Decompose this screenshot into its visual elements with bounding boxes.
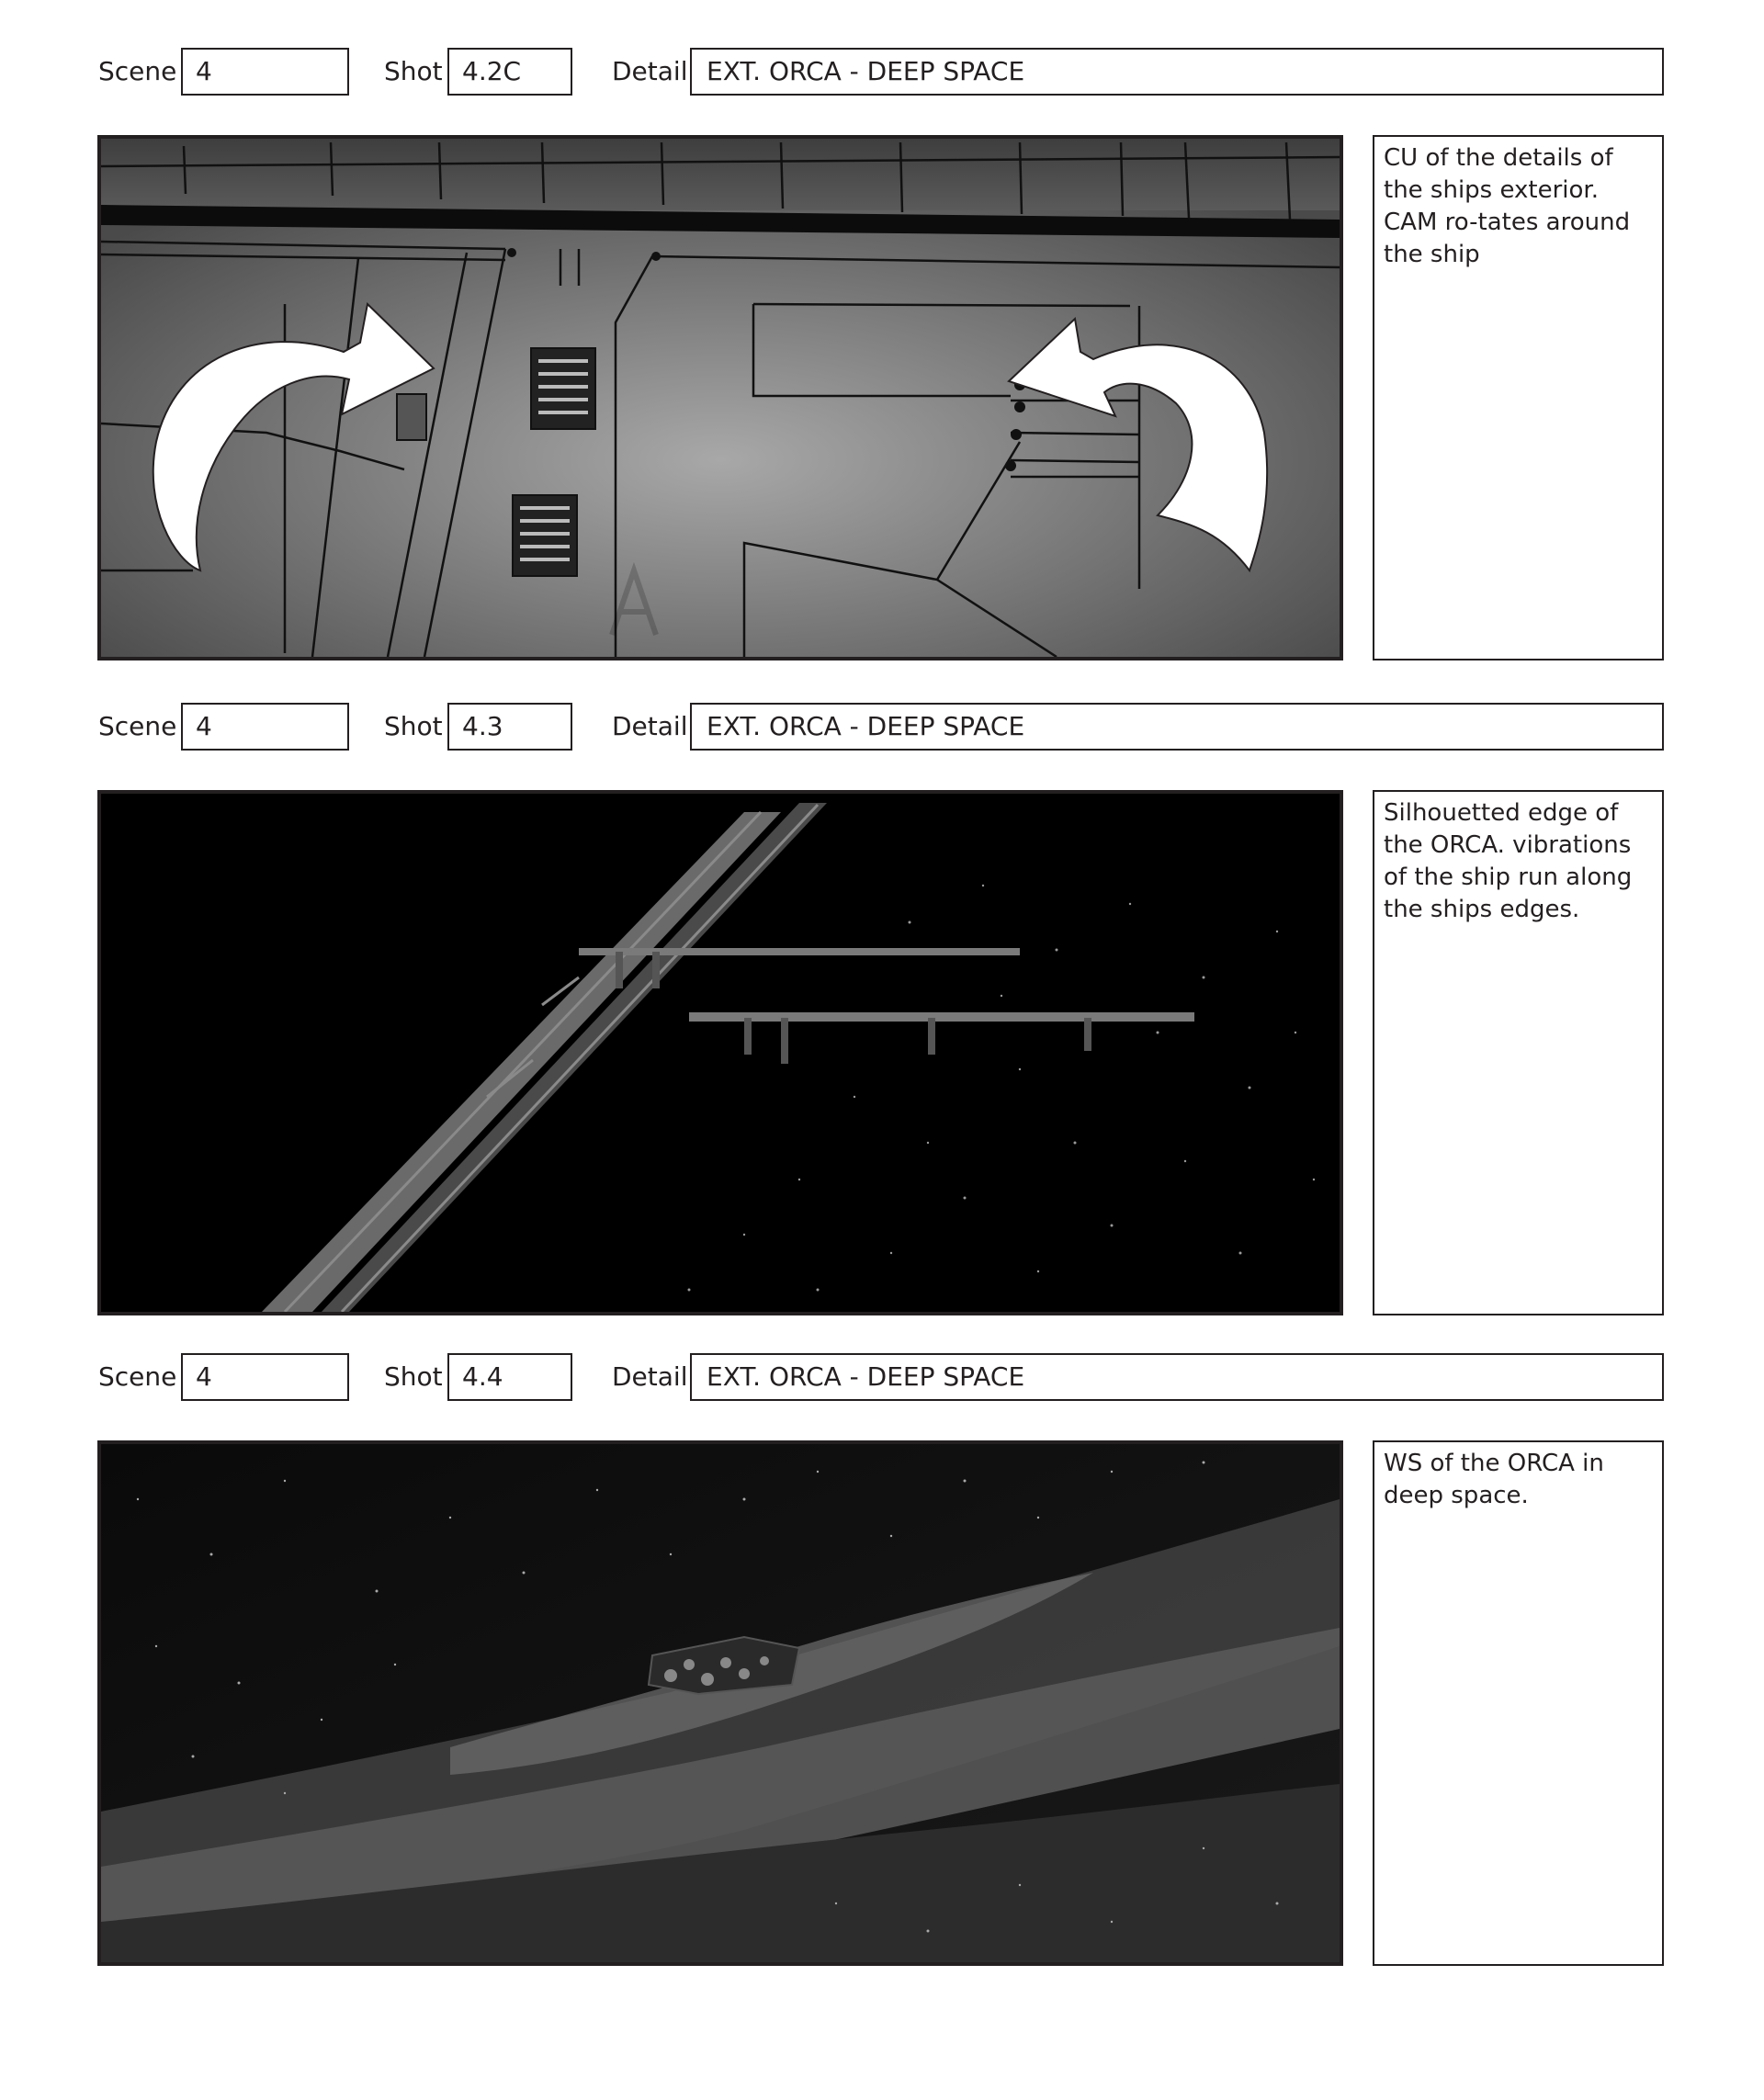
scene-field[interactable]: 4	[181, 48, 349, 96]
shot-field[interactable]: 4.4	[447, 1353, 572, 1401]
deep-space-sketch	[101, 1444, 1340, 1962]
scene-label: Scene	[98, 56, 177, 86]
detail-label: Detail	[612, 1361, 688, 1392]
detail-label: Detail	[612, 711, 688, 741]
shot-notes[interactable]: WS of the ORCA in deep space.	[1373, 1440, 1664, 1966]
shot-notes[interactable]: CU of the details of the ships exterior. CAM ro-tates around the ship	[1373, 135, 1664, 660]
scene-label: Scene	[98, 711, 177, 741]
detail-field[interactable]: EXT. ORCA - DEEP SPACE	[690, 703, 1664, 751]
storyboard-panel-1	[0, 48, 1764, 682]
ship-silhouette-sketch	[101, 794, 1340, 1312]
storyboard-panel-3	[0, 1353, 1764, 1987]
detail-field[interactable]: EXT. ORCA - DEEP SPACE	[690, 1353, 1664, 1401]
storyboard-panel-2	[0, 703, 1764, 1337]
storyboard-frame-ship-exterior-closeup	[97, 135, 1343, 660]
storyboard-frame-ship-wide-shot	[97, 1440, 1343, 1966]
scene-field[interactable]: 4	[181, 703, 349, 751]
detail-field[interactable]: EXT. ORCA - DEEP SPACE	[690, 48, 1664, 96]
scene-label: Scene	[98, 1361, 177, 1392]
shot-notes[interactable]: Silhouetted edge of the ORCA. vibrations of the ship run along the ships edges.	[1373, 790, 1664, 1315]
shot-field[interactable]: 4.2C	[447, 48, 572, 96]
ship-exterior-sketch	[101, 139, 1340, 657]
shot-label: Shot	[384, 711, 443, 741]
shot-label: Shot	[384, 1361, 443, 1392]
shot-field[interactable]: 4.3	[447, 703, 572, 751]
scene-field[interactable]: 4	[181, 1353, 349, 1401]
detail-label: Detail	[612, 56, 688, 86]
shot-label: Shot	[384, 56, 443, 86]
storyboard-frame-ship-silhouette	[97, 790, 1343, 1315]
